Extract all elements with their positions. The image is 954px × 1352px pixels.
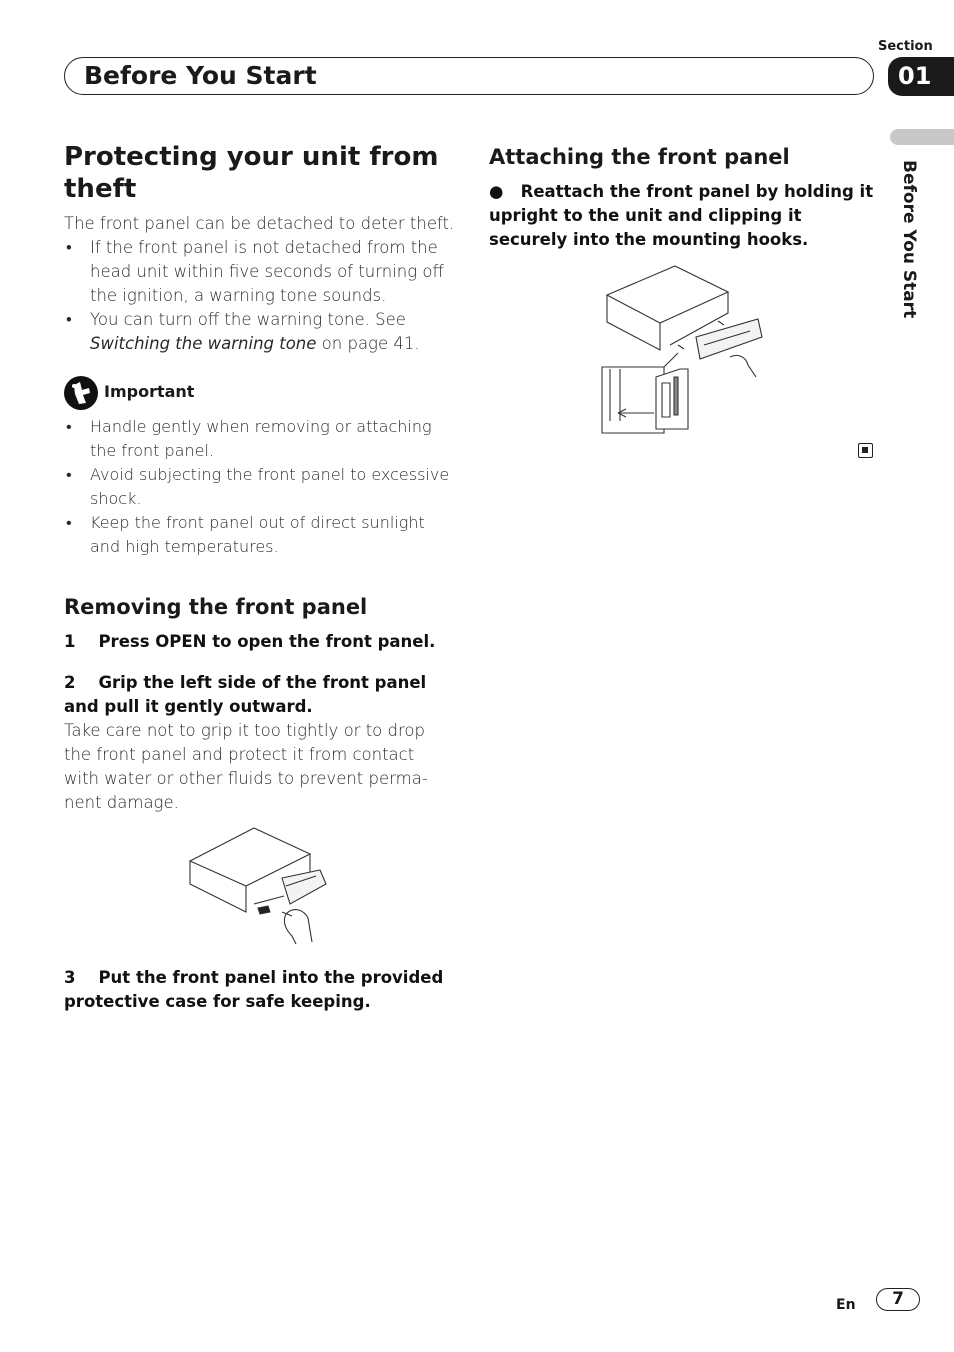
language-label: En [836, 1297, 856, 1313]
cross-reference-link[interactable]: Switching the warning tone [90, 334, 317, 353]
attaching-instruction [489, 180, 874, 252]
hand-pointing-icon [64, 376, 98, 410]
page-number: 7 [876, 1288, 920, 1311]
step-text: Put the front panel into the provided protective case for safe keeping. [64, 968, 444, 1011]
header-title: Before You Start [84, 61, 317, 90]
instruction-text: Reattach the front panel by holding it upright to the unit and clipping it securely into the mounting hooks. [489, 182, 874, 249]
important-label: Important [104, 382, 195, 401]
step-number: 2 [64, 673, 76, 692]
list-item: • If the front panel is not detached from the head unit within five seconds of turning off the ignition, a warning tone sounds. [64, 236, 459, 308]
list-item: • Avoid subjecting the front panel to excessive shock. [64, 463, 459, 511]
removing-step-2-body: Take care not to grip it too tightly or to drop the front panel and protect it from contact with water or other fluids to prevent perma-nent damage. [64, 721, 428, 812]
attaching-panel-illustration [600, 265, 772, 435]
side-tab-label: Before You Start [899, 160, 919, 319]
removing-heading: Removing the front panel [64, 595, 368, 619]
list-item: • You can turn off the warning tone. See Switching the warning tone on page 41. [64, 308, 459, 356]
removing-panel-illustration [186, 826, 331, 948]
protecting-bullets [64, 236, 459, 356]
step-number: 3 [64, 968, 76, 987]
important-list [64, 415, 459, 559]
removing-step-2 [64, 671, 459, 719]
step-text: Grip the left side of the front panel and pull it gently outward. [64, 673, 427, 716]
protecting-intro: The front panel can be detached to deter theft. [64, 214, 455, 233]
step-text: Press OPEN to open the front panel. [98, 632, 436, 651]
attaching-heading: Attaching the front panel [489, 145, 790, 169]
side-tab-bar [890, 129, 954, 145]
page-title: Protecting your unit from theft [64, 142, 439, 204]
end-of-section-icon [858, 443, 873, 458]
list-item: • Handle gently when removing or attaching the front panel. [64, 415, 459, 463]
bullet-dot-icon: ● [489, 182, 504, 201]
section-number-badge: 01 [888, 57, 954, 96]
protecting-section [64, 212, 459, 356]
removing-step-3 [64, 966, 459, 1014]
section-label: Section [878, 39, 933, 54]
step-number: 1 [64, 632, 76, 651]
removing-step-1 [64, 630, 459, 654]
list-item: • Keep the front panel out of direct sunlight and high temperatures. [64, 511, 459, 559]
